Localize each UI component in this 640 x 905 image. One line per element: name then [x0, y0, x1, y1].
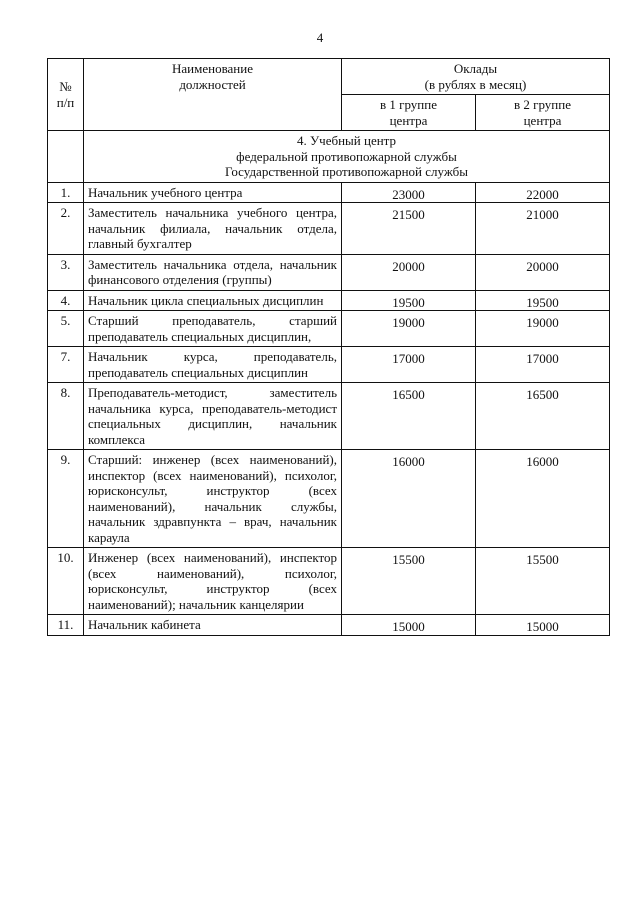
salary-group-2	[476, 383, 610, 450]
section-empty-cell	[48, 131, 84, 183]
position-name: Начальник цикла специальных дисциплин	[84, 290, 342, 311]
salary-group-1-value: 16000	[392, 454, 425, 469]
salary-group-2-value: 20000	[526, 258, 559, 274]
table-row	[48, 254, 610, 290]
salary-group-2-value: 22000	[526, 186, 559, 202]
header-number: № п/п	[48, 59, 84, 131]
table-header	[48, 59, 610, 131]
row-number: 3.	[48, 254, 84, 290]
position-name: Начальник кабинета	[84, 615, 342, 636]
row-number: 2.	[48, 203, 84, 255]
salary-group-1-value: 15000	[392, 619, 425, 634]
row-number: 4.	[48, 290, 84, 311]
position-name: Старший: инженер (всех наименований), инспектор (всех наименований), психолог, юрисконсульт, инструктор (всех наименований), начальник службы, начальник здравпункта – врач, начальник караула	[84, 450, 342, 548]
table-row	[48, 311, 610, 347]
salary-group-2	[476, 311, 610, 347]
salary-group-1	[342, 203, 476, 255]
page-number: 4	[316, 30, 324, 45]
table-row	[48, 203, 610, 255]
position-name: Начальник учебного центра	[84, 182, 342, 203]
table-row	[48, 615, 610, 636]
salary-group-2-value: 17000	[526, 351, 559, 366]
row-number: 11.	[48, 615, 84, 636]
salary-group-1	[342, 290, 476, 311]
salary-group-1	[342, 548, 476, 615]
salary-group-1-value: 23000	[392, 186, 425, 202]
salary-group-1-value: 19500	[392, 294, 425, 310]
salary-group-2	[476, 450, 610, 548]
salary-group-1	[342, 182, 476, 203]
section-title: 4. Учебный центр федеральной противопожарной службы Государственной противопожарной службы	[84, 131, 610, 183]
salary-group-1-value: 17000	[392, 351, 425, 366]
salary-group-1-value: 16500	[392, 387, 425, 402]
salary-group-1-value: 15500	[392, 552, 425, 567]
position-name: Начальник курса, преподаватель, преподаватель специальных дисциплин	[84, 347, 342, 383]
salary-group-1-value: 20000	[392, 258, 425, 274]
salary-group-1-value: 19000	[392, 315, 425, 330]
table-row	[48, 383, 610, 450]
salary-group-2-value: 16000	[526, 454, 559, 469]
salary-group-2	[476, 182, 610, 203]
row-number: 1.	[48, 182, 84, 203]
salary-group-2	[476, 347, 610, 383]
section-row	[48, 131, 610, 183]
salary-group-2-value: 21000	[526, 207, 559, 222]
header-salaries: Оклады (в рублях в месяц)	[342, 59, 610, 95]
salary-group-2-value: 16500	[526, 387, 559, 402]
salary-group-2-value: 19000	[526, 315, 559, 330]
row-number: 9.	[48, 450, 84, 548]
salary-table	[47, 58, 610, 636]
position-name: Заместитель начальника отдела, начальник финансового отделения (группы)	[84, 254, 342, 290]
header-position-name: Наименование должностей	[84, 59, 342, 131]
header-group-1: в 1 группе центра	[342, 95, 476, 131]
salary-group-1	[342, 347, 476, 383]
salary-group-1-value: 21500	[392, 207, 425, 222]
salary-group-2	[476, 615, 610, 636]
table-row	[48, 182, 610, 203]
row-number: 8.	[48, 383, 84, 450]
salary-group-1	[342, 254, 476, 290]
salary-group-2	[476, 203, 610, 255]
salary-group-1	[342, 450, 476, 548]
salary-group-1	[342, 311, 476, 347]
row-number: 5.	[48, 311, 84, 347]
position-name: Заместитель начальника учебного центра, начальник филиала, начальник отдела, главный бухгалтер	[84, 203, 342, 255]
salary-group-1	[342, 383, 476, 450]
table-body	[48, 131, 610, 636]
position-name: Инженер (всех наименований), инспектор (всех наименований), психолог, юрисконсульт, инструктор (всех наименований); начальник канцелярии	[84, 548, 342, 615]
row-number: 10.	[48, 548, 84, 615]
table-row	[48, 548, 610, 615]
table-row	[48, 290, 610, 311]
position-name: Старший преподаватель, старший преподаватель специальных дисциплин,	[84, 311, 342, 347]
salary-group-1	[342, 615, 476, 636]
salary-group-2-value: 19500	[526, 294, 559, 310]
table-row	[48, 450, 610, 548]
salary-group-2	[476, 254, 610, 290]
salary-group-2	[476, 548, 610, 615]
table-row	[48, 347, 610, 383]
salary-group-2-value: 15000	[526, 619, 559, 634]
header-group-2: в 2 группе центра	[476, 95, 610, 131]
row-number: 7.	[48, 347, 84, 383]
salary-group-2-value: 15500	[526, 552, 559, 567]
position-name: Преподаватель-методист, заместитель начальника курса, преподаватель-методист специальных дисциплин, начальник комплекса	[84, 383, 342, 450]
salary-group-2	[476, 290, 610, 311]
